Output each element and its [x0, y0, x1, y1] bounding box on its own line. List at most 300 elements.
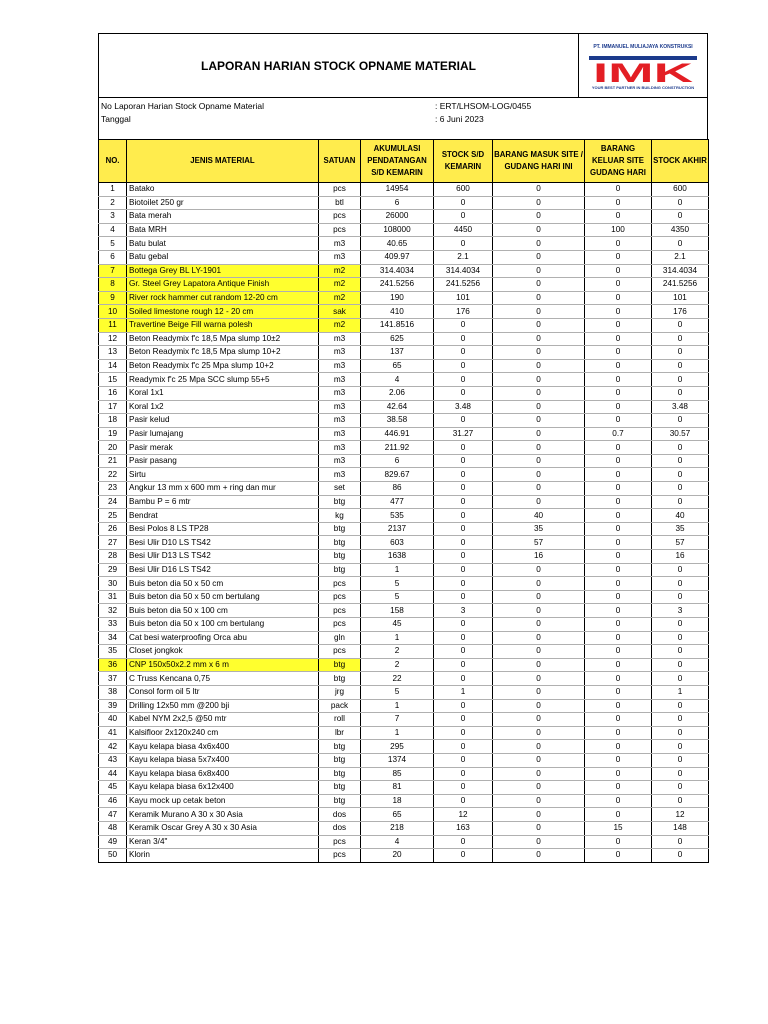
cell-outgoing: 0: [585, 699, 652, 713]
cell-stock-final: 0: [652, 631, 709, 645]
cell-unit: btg: [319, 767, 361, 781]
table-row: [99, 672, 709, 686]
cell-accumulation: 603: [361, 536, 434, 550]
report-number-value: : ERT/LHSOM-LOG/0455: [435, 101, 532, 111]
cell-unit: dos: [319, 821, 361, 835]
cell-no: 3: [99, 210, 127, 224]
cell-accumulation: 38.58: [361, 414, 434, 428]
stock-table: [98, 139, 709, 863]
cell-material: Batako: [127, 183, 319, 197]
cell-stock-final: 0: [652, 781, 709, 795]
cell-accumulation: 108000: [361, 223, 434, 237]
cell-no: 29: [99, 563, 127, 577]
cell-stock-previous: 0: [434, 468, 493, 482]
table-row: [99, 726, 709, 740]
cell-outgoing: 0: [585, 685, 652, 699]
cell-incoming: 40: [493, 509, 585, 523]
cell-incoming: 0: [493, 726, 585, 740]
cell-stock-final: 0: [652, 359, 709, 373]
cell-accumulation: 158: [361, 604, 434, 618]
cell-material: C Truss Kencana 0,75: [127, 672, 319, 686]
cell-unit: btg: [319, 672, 361, 686]
col-header-stock-previous: STOCK S/D KEMARIN: [434, 140, 493, 183]
cell-accumulation: 190: [361, 291, 434, 305]
cell-incoming: 0: [493, 210, 585, 224]
cell-incoming: 0: [493, 781, 585, 795]
cell-unit: sak: [319, 305, 361, 319]
cell-material: Readymix f'c 25 Mpa SCC slump 55+5: [127, 373, 319, 387]
cell-accumulation: 1: [361, 631, 434, 645]
cell-stock-final: 0: [652, 318, 709, 332]
cell-accumulation: 829.67: [361, 468, 434, 482]
cell-accumulation: 625: [361, 332, 434, 346]
cell-stock-previous: 0: [434, 835, 493, 849]
cell-incoming: 0: [493, 264, 585, 278]
cell-accumulation: 81: [361, 781, 434, 795]
cell-accumulation: 45: [361, 618, 434, 632]
cell-accumulation: 218: [361, 821, 434, 835]
cell-no: 30: [99, 577, 127, 591]
cell-no: 7: [99, 264, 127, 278]
logo-text: IMK: [593, 58, 694, 84]
cell-accumulation: 5: [361, 590, 434, 604]
cell-stock-previous: 0: [434, 849, 493, 863]
cell-accumulation: 18: [361, 794, 434, 808]
cell-stock-final: 241.5256: [652, 278, 709, 292]
cell-accumulation: 1: [361, 726, 434, 740]
cell-no: 21: [99, 454, 127, 468]
table-row: [99, 210, 709, 224]
cell-accumulation: 1: [361, 699, 434, 713]
cell-unit: pcs: [319, 577, 361, 591]
cell-stock-final: 0: [652, 849, 709, 863]
report-title: LAPORAN HARIAN STOCK OPNAME MATERIAL: [99, 34, 579, 97]
cell-stock-final: 0: [652, 346, 709, 360]
cell-accumulation: 1374: [361, 753, 434, 767]
cell-unit: pcs: [319, 849, 361, 863]
table-row: [99, 346, 709, 360]
cell-incoming: 0: [493, 318, 585, 332]
cell-stock-previous: 0: [434, 563, 493, 577]
cell-no: 14: [99, 359, 127, 373]
cell-stock-previous: 241.5256: [434, 278, 493, 292]
cell-accumulation: 40.65: [361, 237, 434, 251]
table-row: [99, 835, 709, 849]
cell-unit: m3: [319, 441, 361, 455]
table-row: [99, 849, 709, 863]
cell-accumulation: 2: [361, 645, 434, 659]
table-row: [99, 522, 709, 536]
cell-accumulation: 141.8516: [361, 318, 434, 332]
table-row: [99, 386, 709, 400]
cell-no: 13: [99, 346, 127, 360]
table-row: [99, 821, 709, 835]
cell-stock-previous: 0: [434, 726, 493, 740]
cell-accumulation: 2137: [361, 522, 434, 536]
cell-outgoing: 0: [585, 373, 652, 387]
cell-stock-final: 314.4034: [652, 264, 709, 278]
cell-unit: btg: [319, 550, 361, 564]
cell-incoming: 0: [493, 645, 585, 659]
cell-outgoing: 0: [585, 495, 652, 509]
table-row: [99, 781, 709, 795]
cell-unit: m3: [319, 454, 361, 468]
cell-no: 50: [99, 849, 127, 863]
cell-outgoing: 0: [585, 577, 652, 591]
cell-material: Besi Ulir D10 LS TS42: [127, 536, 319, 550]
cell-unit: btg: [319, 495, 361, 509]
cell-stock-previous: 0: [434, 536, 493, 550]
cell-outgoing: 100: [585, 223, 652, 237]
cell-no: 43: [99, 753, 127, 767]
cell-accumulation: 7: [361, 713, 434, 727]
cell-stock-previous: 0: [434, 781, 493, 795]
cell-incoming: 0: [493, 250, 585, 264]
cell-material: Pasir lumajang: [127, 427, 319, 441]
cell-stock-final: 40: [652, 509, 709, 523]
cell-material: Gr. Steel Grey Lapatora Antique Finish: [127, 278, 319, 292]
cell-accumulation: 26000: [361, 210, 434, 224]
cell-outgoing: 0: [585, 522, 652, 536]
cell-no: 4: [99, 223, 127, 237]
cell-material: Pasir pasang: [127, 454, 319, 468]
cell-material: Travertine Beige Fill warna polesh: [127, 318, 319, 332]
cell-stock-previous: 0: [434, 509, 493, 523]
cell-unit: m3: [319, 250, 361, 264]
cell-outgoing: 0: [585, 291, 652, 305]
cell-unit: btg: [319, 658, 361, 672]
cell-incoming: 0: [493, 223, 585, 237]
table-row: [99, 250, 709, 264]
cell-outgoing: 0: [585, 753, 652, 767]
cell-incoming: 0: [493, 740, 585, 754]
cell-stock-previous: 0: [434, 196, 493, 210]
cell-stock-previous: 0: [434, 332, 493, 346]
cell-accumulation: 85: [361, 767, 434, 781]
report-number-row: [101, 100, 705, 113]
report-info: [98, 98, 708, 139]
cell-stock-previous: 0: [434, 672, 493, 686]
cell-no: 27: [99, 536, 127, 550]
cell-stock-final: 0: [652, 373, 709, 387]
cell-material: Keran 3/4": [127, 835, 319, 849]
cell-no: 44: [99, 767, 127, 781]
logo-mark: [585, 54, 701, 84]
cell-unit: btg: [319, 781, 361, 795]
cell-unit: pcs: [319, 210, 361, 224]
cell-outgoing: 0: [585, 318, 652, 332]
cell-material: Kayu kelapa biasa 4x6x400: [127, 740, 319, 754]
cell-stock-previous: 0: [434, 441, 493, 455]
cell-unit: m3: [319, 373, 361, 387]
cell-stock-previous: 0: [434, 210, 493, 224]
cell-unit: btl: [319, 196, 361, 210]
cell-unit: btg: [319, 536, 361, 550]
cell-outgoing: 0: [585, 386, 652, 400]
cell-stock-previous: 1: [434, 685, 493, 699]
cell-outgoing: 0: [585, 767, 652, 781]
cell-material: Kabel NYM 2x2,5 @50 mtr: [127, 713, 319, 727]
cell-stock-previous: 0: [434, 767, 493, 781]
cell-material: Pasir merak: [127, 441, 319, 455]
cell-no: 6: [99, 250, 127, 264]
cell-stock-previous: 0: [434, 522, 493, 536]
cell-material: Besi Polos 8 LS TP28: [127, 522, 319, 536]
cell-stock-final: 0: [652, 740, 709, 754]
cell-no: 23: [99, 482, 127, 496]
cell-incoming: 0: [493, 441, 585, 455]
cell-outgoing: 0: [585, 454, 652, 468]
col-header-stock-final: STOCK AKHIR: [652, 140, 709, 183]
cell-outgoing: 0: [585, 359, 652, 373]
cell-stock-final: 0: [652, 482, 709, 496]
cell-material: Closet jongkok: [127, 645, 319, 659]
cell-incoming: 0: [493, 196, 585, 210]
cell-accumulation: 4: [361, 373, 434, 387]
cell-accumulation: 4: [361, 835, 434, 849]
cell-stock-final: 0: [652, 590, 709, 604]
cell-stock-final: 0: [652, 618, 709, 632]
cell-material: Biotoilet 250 gr: [127, 196, 319, 210]
cell-material: Beton Readymix f'c 25 Mpa slump 10+2: [127, 359, 319, 373]
cell-outgoing: 0: [585, 400, 652, 414]
cell-material: Buis beton dia 50 x 50 cm bertulang: [127, 590, 319, 604]
cell-accumulation: 410: [361, 305, 434, 319]
cell-stock-previous: 600: [434, 183, 493, 197]
cell-unit: btg: [319, 522, 361, 536]
cell-outgoing: 0.7: [585, 427, 652, 441]
cell-no: 47: [99, 808, 127, 822]
cell-outgoing: 0: [585, 278, 652, 292]
cell-stock-final: 0: [652, 386, 709, 400]
cell-material: Bambu P = 6 mtr: [127, 495, 319, 509]
cell-no: 38: [99, 685, 127, 699]
cell-incoming: 0: [493, 821, 585, 835]
cell-no: 25: [99, 509, 127, 523]
table-row: [99, 753, 709, 767]
col-header-incoming: BARANG MASUK SITE / GUDANG HARI INI: [493, 140, 585, 183]
cell-stock-previous: 0: [434, 740, 493, 754]
cell-incoming: 35: [493, 522, 585, 536]
cell-material: Bottega Grey BL LY-1901: [127, 264, 319, 278]
cell-material: Koral 1x2: [127, 400, 319, 414]
cell-outgoing: 0: [585, 250, 652, 264]
cell-stock-final: 0: [652, 563, 709, 577]
logo-tagline: YOUR BEST PARTNER IN BUILDING CONSTRUCTION: [591, 85, 695, 90]
report-header: [98, 33, 708, 98]
cell-unit: m3: [319, 346, 361, 360]
table-row: [99, 278, 709, 292]
table-row: [99, 631, 709, 645]
cell-no: 39: [99, 699, 127, 713]
cell-accumulation: 2: [361, 658, 434, 672]
cell-no: 17: [99, 400, 127, 414]
cell-unit: m2: [319, 318, 361, 332]
table-row: [99, 699, 709, 713]
cell-material: Buis beton dia 50 x 100 cm: [127, 604, 319, 618]
cell-outgoing: 0: [585, 210, 652, 224]
cell-incoming: 0: [493, 332, 585, 346]
cell-stock-previous: 0: [434, 495, 493, 509]
cell-incoming: 0: [493, 346, 585, 360]
cell-stock-previous: 0: [434, 631, 493, 645]
table-row: [99, 740, 709, 754]
cell-stock-previous: 0: [434, 386, 493, 400]
cell-stock-final: 0: [652, 835, 709, 849]
cell-no: 28: [99, 550, 127, 564]
cell-outgoing: 0: [585, 808, 652, 822]
cell-stock-final: 0: [652, 753, 709, 767]
cell-incoming: 0: [493, 278, 585, 292]
cell-no: 9: [99, 291, 127, 305]
cell-accumulation: 1638: [361, 550, 434, 564]
cell-material: River rock hammer cut random 12-20 cm: [127, 291, 319, 305]
cell-outgoing: 0: [585, 414, 652, 428]
cell-outgoing: 0: [585, 183, 652, 197]
cell-stock-previous: 3: [434, 604, 493, 618]
cell-stock-final: 0: [652, 577, 709, 591]
cell-accumulation: 1: [361, 563, 434, 577]
table-row: [99, 414, 709, 428]
cell-outgoing: 0: [585, 740, 652, 754]
cell-material: Kalsifloor 2x120x240 cm: [127, 726, 319, 740]
cell-incoming: 0: [493, 794, 585, 808]
cell-unit: m3: [319, 468, 361, 482]
cell-material: Keramik Murano A 30 x 30 Asia: [127, 808, 319, 822]
cell-stock-previous: 4450: [434, 223, 493, 237]
cell-no: 22: [99, 468, 127, 482]
cell-no: 37: [99, 672, 127, 686]
cell-stock-final: 35: [652, 522, 709, 536]
cell-incoming: 0: [493, 713, 585, 727]
table-row: [99, 291, 709, 305]
cell-material: Buis beton dia 50 x 100 cm bertulang: [127, 618, 319, 632]
table-row: [99, 223, 709, 237]
cell-unit: btg: [319, 753, 361, 767]
cell-material: Beton Readymix f'c 18,5 Mpa slump 10±2: [127, 332, 319, 346]
table-row: [99, 427, 709, 441]
cell-stock-final: 0: [652, 794, 709, 808]
cell-incoming: 0: [493, 386, 585, 400]
table-row: [99, 685, 709, 699]
report-date-value: : 6 Juni 2023: [435, 114, 484, 124]
cell-unit: pcs: [319, 618, 361, 632]
cell-no: 10: [99, 305, 127, 319]
cell-unit: roll: [319, 713, 361, 727]
cell-no: 32: [99, 604, 127, 618]
table-row: [99, 645, 709, 659]
report-date-row: [101, 113, 705, 126]
table-row: [99, 196, 709, 210]
cell-no: 48: [99, 821, 127, 835]
cell-stock-previous: 163: [434, 821, 493, 835]
cell-no: 5: [99, 237, 127, 251]
cell-outgoing: 0: [585, 468, 652, 482]
col-header-material: JENIS MATERIAL: [127, 140, 319, 183]
cell-outgoing: 0: [585, 237, 652, 251]
cell-incoming: 0: [493, 767, 585, 781]
cell-incoming: 57: [493, 536, 585, 550]
cell-outgoing: 0: [585, 794, 652, 808]
cell-accumulation: 65: [361, 359, 434, 373]
cell-accumulation: 22: [361, 672, 434, 686]
cell-outgoing: 0: [585, 590, 652, 604]
cell-stock-final: 0: [652, 645, 709, 659]
cell-stock-previous: 12: [434, 808, 493, 822]
cell-material: Batu gebal: [127, 250, 319, 264]
cell-accumulation: 6: [361, 196, 434, 210]
cell-stock-previous: 176: [434, 305, 493, 319]
cell-no: 11: [99, 318, 127, 332]
stock-opname-sheet: [98, 33, 708, 863]
cell-material: Koral 1x1: [127, 386, 319, 400]
company-logo: [579, 34, 707, 97]
cell-accumulation: 409.97: [361, 250, 434, 264]
table-row: [99, 536, 709, 550]
cell-accumulation: 211.92: [361, 441, 434, 455]
cell-incoming: 0: [493, 495, 585, 509]
table-row: [99, 577, 709, 591]
cell-material: Soiled limestone rough 12 - 20 cm: [127, 305, 319, 319]
report-number-label: No Laporan Harian Stock Opname Material: [101, 101, 264, 111]
cell-stock-previous: 0: [434, 753, 493, 767]
cell-stock-final: 0: [652, 495, 709, 509]
cell-incoming: 0: [493, 427, 585, 441]
cell-no: 2: [99, 196, 127, 210]
cell-accumulation: 446.91: [361, 427, 434, 441]
cell-outgoing: 0: [585, 713, 652, 727]
report-date-label: Tanggal: [101, 114, 131, 124]
cell-incoming: 0: [493, 400, 585, 414]
cell-no: 16: [99, 386, 127, 400]
cell-no: 46: [99, 794, 127, 808]
cell-stock-final: 12: [652, 808, 709, 822]
cell-material: Kayu kelapa biasa 6x12x400: [127, 781, 319, 795]
cell-stock-final: 0: [652, 414, 709, 428]
table-row: [99, 794, 709, 808]
cell-unit: m3: [319, 414, 361, 428]
cell-material: Keramik Oscar Grey A 30 x 30 Asia: [127, 821, 319, 835]
cell-stock-final: 0: [652, 699, 709, 713]
cell-outgoing: 0: [585, 781, 652, 795]
cell-accumulation: 477: [361, 495, 434, 509]
cell-incoming: 0: [493, 482, 585, 496]
cell-accumulation: 2.06: [361, 386, 434, 400]
table-row: [99, 183, 709, 197]
table-row: [99, 318, 709, 332]
cell-outgoing: 0: [585, 618, 652, 632]
cell-material: Kayu kelapa biasa 5x7x400: [127, 753, 319, 767]
cell-accumulation: 86: [361, 482, 434, 496]
cell-material: Bata MRH: [127, 223, 319, 237]
cell-stock-previous: 0: [434, 713, 493, 727]
cell-stock-previous: 0: [434, 699, 493, 713]
cell-material: Bata merah: [127, 210, 319, 224]
table-row: [99, 482, 709, 496]
cell-no: 34: [99, 631, 127, 645]
cell-no: 42: [99, 740, 127, 754]
cell-unit: m3: [319, 237, 361, 251]
table-row: [99, 373, 709, 387]
cell-unit: kg: [319, 509, 361, 523]
cell-stock-previous: 0: [434, 414, 493, 428]
cell-outgoing: 15: [585, 821, 652, 835]
cell-unit: pcs: [319, 590, 361, 604]
cell-stock-final: 0: [652, 441, 709, 455]
table-row: [99, 658, 709, 672]
cell-stock-final: 2.1: [652, 250, 709, 264]
cell-outgoing: 0: [585, 305, 652, 319]
